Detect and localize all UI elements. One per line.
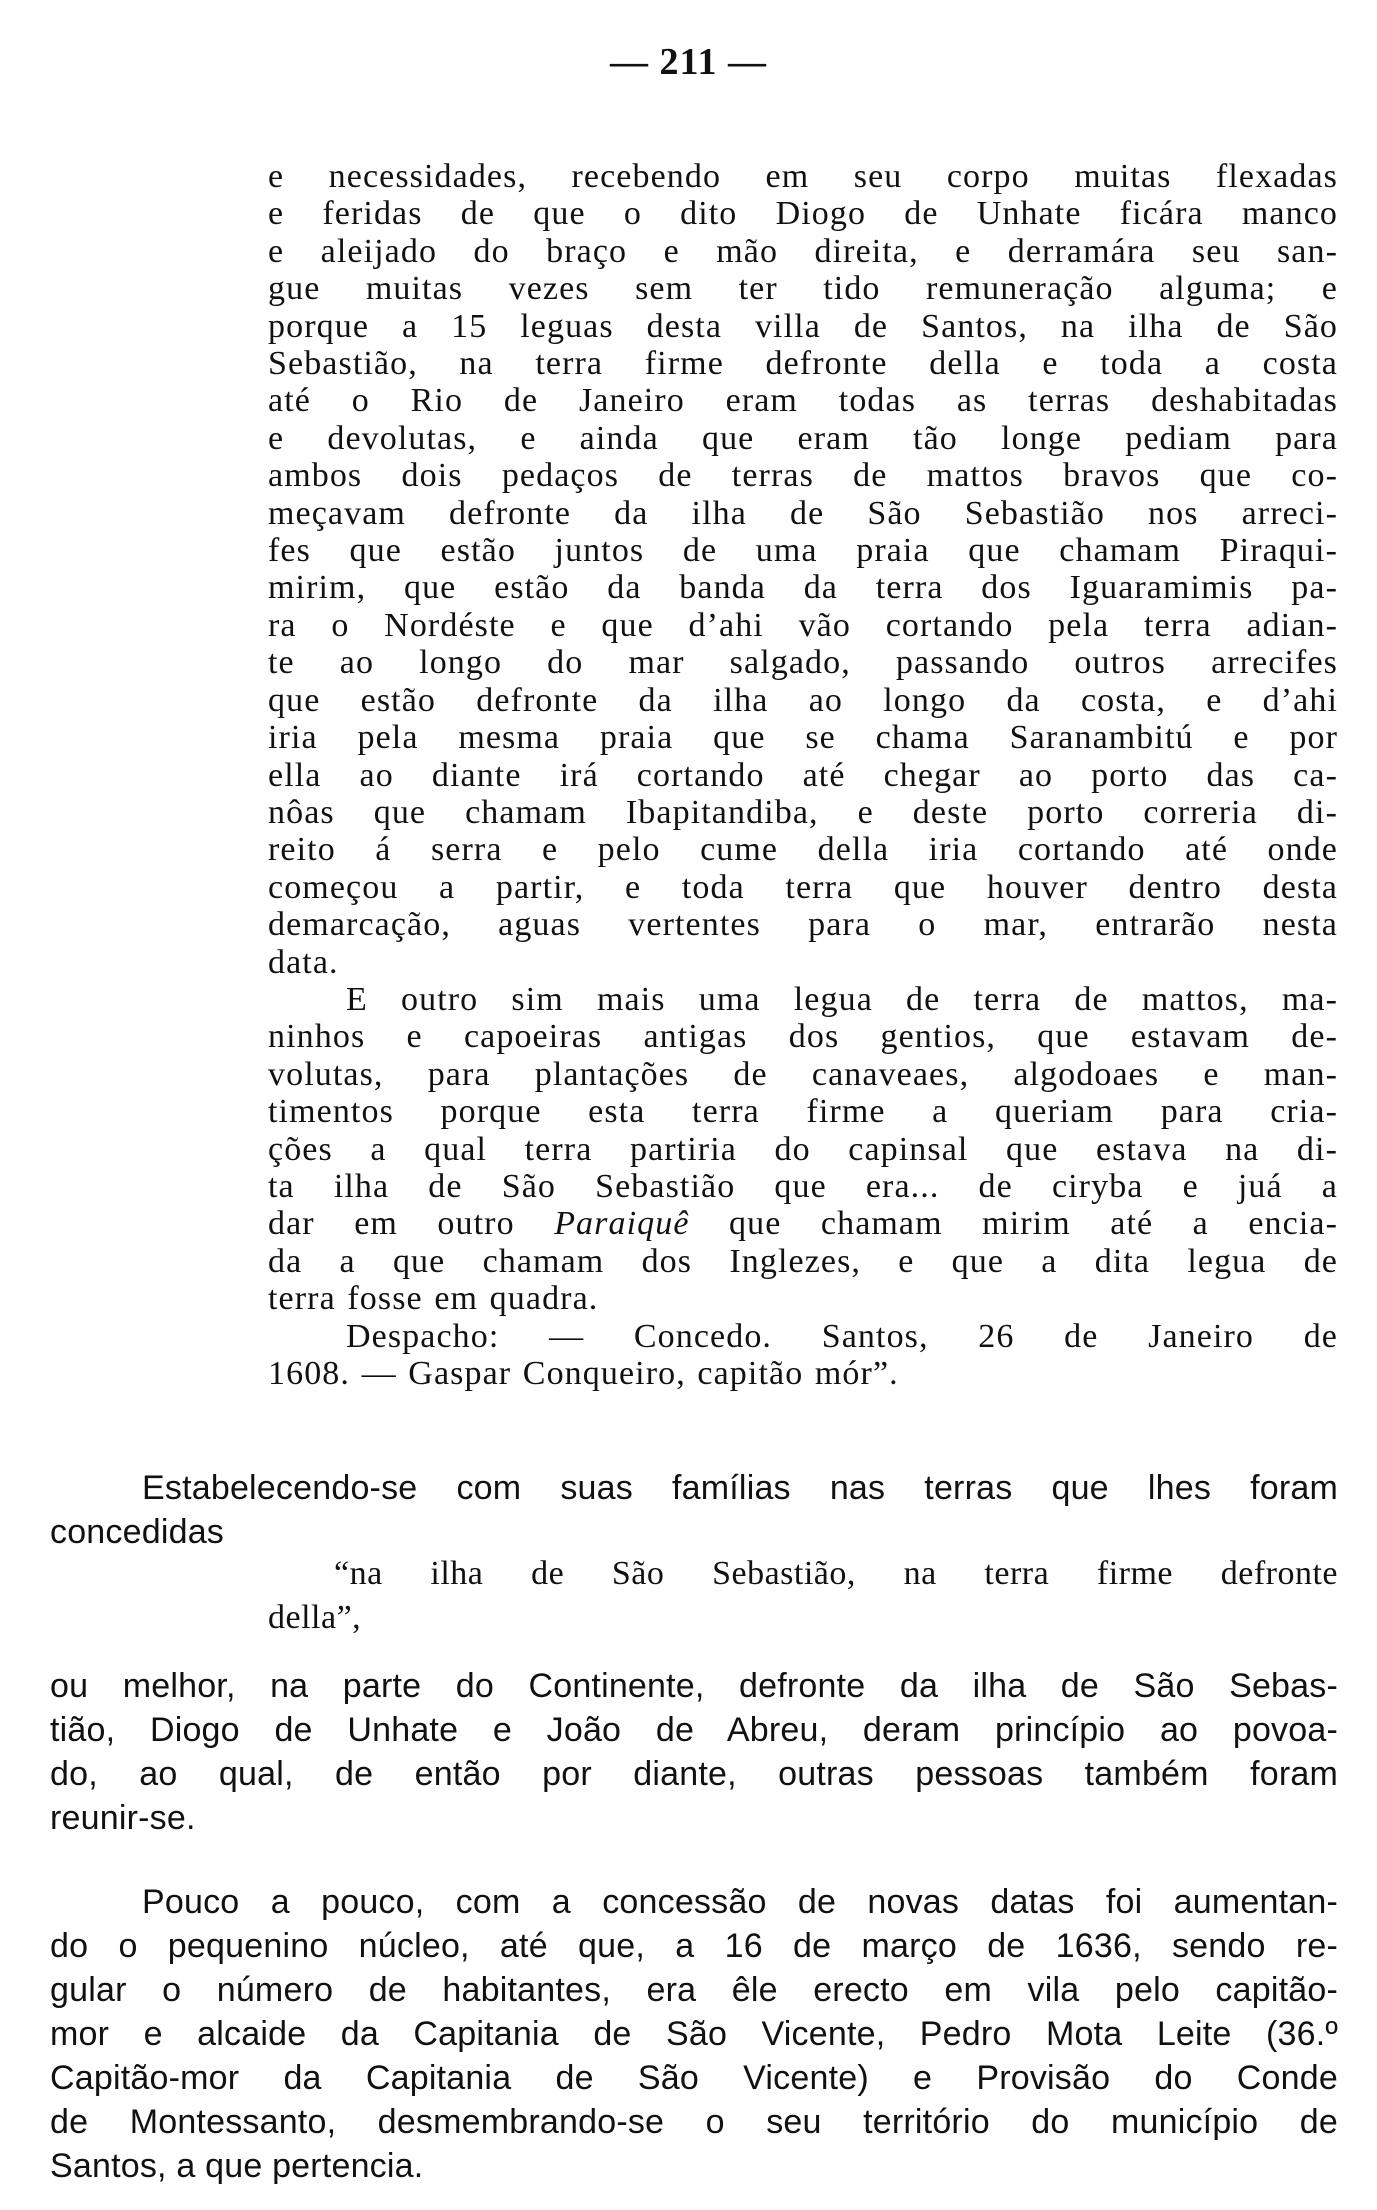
text-line: ra o Nordéste e que d’ahi vão cortando pela terra adian-: [268, 606, 1338, 644]
text-line: timentos porque esta terra firme a queriam para cria-: [268, 1093, 1338, 1131]
text-line: do, ao qual, de então por diante, outras pessoas também foram: [50, 1755, 1338, 1793]
text-line: e devolutas, e ainda que eram tão longe pediam para: [268, 419, 1338, 457]
text-line: Estabelecendo-se com suas famílias nas terras que lhes foram: [142, 1469, 1338, 1507]
text-line: E outro sim mais uma legua de terra de mattos, ma-: [346, 980, 1338, 1018]
text-line: reunir-se.: [50, 1799, 196, 1837]
text-line: de Montessanto, desmembrando-se o seu território do município de: [50, 2103, 1338, 2141]
text-line: da a que chamam dos Inglezes, e que a dita legua de: [268, 1242, 1338, 1280]
text-line: Pouco a pouco, com a concessão de novas datas foi aumentan-: [142, 1883, 1338, 1921]
text-line: mirim, que estão da banda da terra dos Iguaramimis pa-: [268, 569, 1338, 607]
text-line: Capitão-mor da Capitania de São Vicente) e Provisão do Conde: [50, 2059, 1338, 2097]
text-line: e necessidades, recebendo em seu corpo muitas flexadas: [268, 158, 1338, 195]
text-line: Despacho: — Concedo. Santos, 26 de Janeiro de: [346, 1317, 1338, 1355]
text-line: ta ilha de São Sebastião que era... de ciryba e juá a: [268, 1167, 1338, 1205]
text-line: [268, 1205, 1338, 1242]
body-paragraph-1: [50, 1466, 1338, 1554]
text-line: iria pela mesma praia que se chama Saranambitú e por: [268, 719, 1338, 757]
text-line: volutas, para plantações de canaveaes, algodoaes e man-: [268, 1055, 1338, 1093]
text-line: porque a 15 leguas desta villa de Santos, na ilha de São: [268, 307, 1338, 345]
text-line: ninhos e capoeiras antigas dos gentios, que estavam de-: [268, 1018, 1338, 1056]
italic-term: Paraiquê: [554, 1205, 690, 1243]
text-line: Sebastião, na terra firme defronte della e toda a costa: [268, 345, 1338, 383]
text-line: 1608. — Gaspar Conqueiro, capitão mór”.: [268, 1355, 899, 1392]
text-line: della”,: [268, 1599, 362, 1636]
text-line: até o Rio de Janeiro eram todas as terras deshabitadas: [268, 382, 1338, 420]
text-line: mor e alcaide da Capitania de São Vicente, Pedro Mota Leite (36.º: [50, 2015, 1338, 2053]
text-line: tião, Diogo de Unhate e João de Abreu, deram princípio ao povoa-: [50, 1711, 1338, 1749]
text-line: “na ilha de São Sebastião, na terra firme defronte: [334, 1555, 1338, 1592]
text-line: do o pequenino núcleo, até que, a 16 de março de 1636, sendo re-: [50, 1927, 1338, 1965]
page-number: — 211 —: [610, 41, 767, 83]
quote-paragraph-1: [268, 158, 1338, 981]
text-line: concedidas: [50, 1513, 225, 1551]
body-paragraph-2: [50, 1664, 1338, 1840]
text-line: te ao longo do mar salgado, passando outros arrecifes: [268, 644, 1338, 682]
text-line: começou a partir, e toda terra que houver dentro desta: [268, 868, 1338, 906]
text-line: ções a qual terra partiria do capinsal que estava na di-: [268, 1130, 1338, 1168]
despacho: [268, 1318, 1338, 1393]
text-line: meçavam defronte da ilha de São Sebastião nos arreci-: [268, 494, 1338, 532]
text-line: gue muitas vezes sem ter tido remuneração alguma; e: [268, 270, 1338, 308]
text-line: demarcação, aguas vertentes para o mar, entrarão nesta: [268, 906, 1338, 944]
quote-paragraph-2: [268, 981, 1338, 1318]
text-line: e feridas de que o dito Diogo de Unhate ficára manco: [268, 195, 1338, 233]
body-paragraph-3: [50, 1880, 1338, 2188]
text-line: gular o número de habitantes, era êle erecto em vila pelo capitão-: [50, 1971, 1338, 2009]
text-line: data.: [268, 943, 339, 981]
quoted-document: [268, 158, 1338, 1392]
text-line: e aleijado do braço e mão direita, e derramára seu san-: [268, 232, 1338, 270]
text-line: fes que estão juntos de uma praia que chamam Piraqui-: [268, 532, 1338, 570]
text-line: Santos, a que pertencia.: [50, 2147, 424, 2185]
inline-citation: [268, 1552, 1338, 1640]
text-line: ella ao diante irá cortando até chegar ao porto das ca-: [268, 756, 1338, 794]
text-line: reito á serra e pelo cume della iria cortando até onde: [268, 831, 1338, 869]
text-line: nôas que chamam Ibapitandiba, e deste porto correria di-: [268, 793, 1338, 831]
text-line: ou melhor, na parte do Continente, defronte da ilha de São Sebas-: [50, 1667, 1338, 1705]
text-fragment: que chamam mirim até a encia-: [689, 1205, 1338, 1243]
text-fragment: dar em outro: [268, 1205, 555, 1243]
text-line: que estão defronte da ilha ao longo da costa, e d’ahi: [268, 681, 1338, 719]
text-line: ambos dois pedaços de terras de mattos bravos que co-: [268, 457, 1338, 495]
text-line: terra fosse em quadra.: [268, 1280, 599, 1318]
